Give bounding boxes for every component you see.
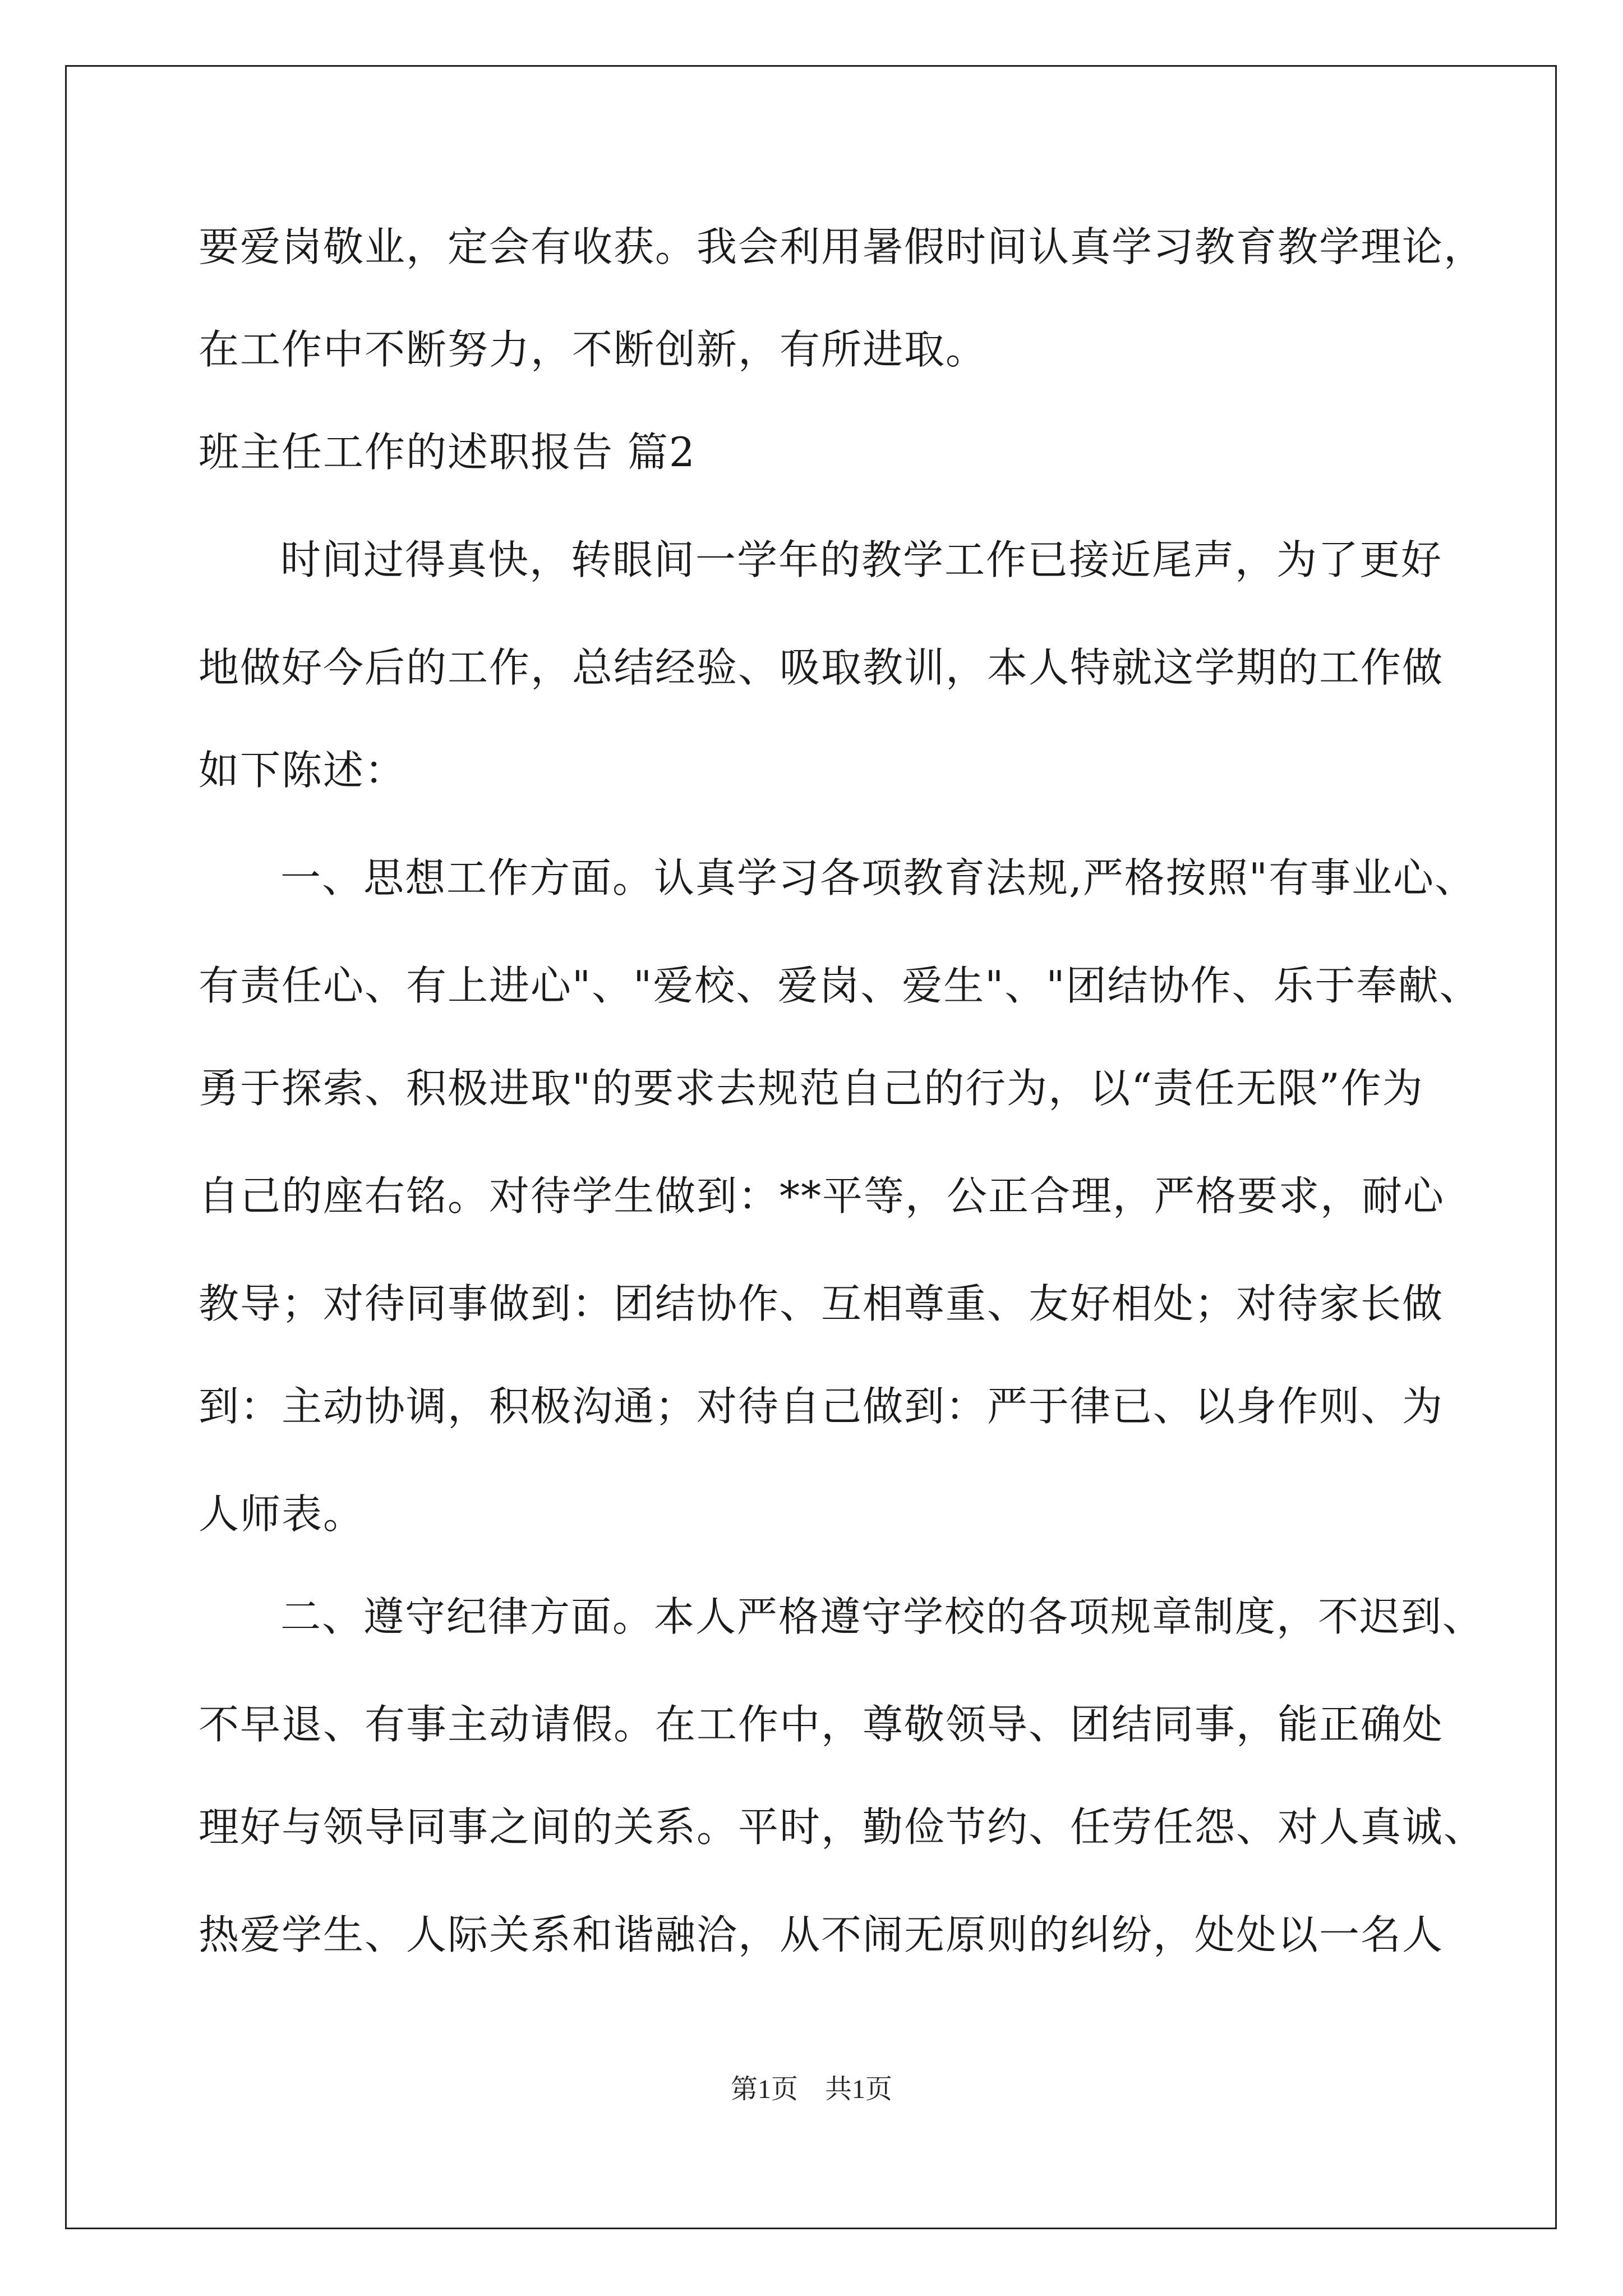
body-line: 热爱学生、人际关系和谐融洽，从不闹无原则的纠纷，处处以一名人	[199, 1911, 1444, 1958]
body-line: 有责任心、有上进心"、"爱校、爱岗、爱生"、"团结协作、乐于奉献、	[199, 962, 1481, 1009]
body-line: 教导；对待同事做到：团结协作、互相尊重、友好相处；对待家长做	[199, 1280, 1444, 1327]
paragraph-first-line: 时间过得真快，转眼间一学年的教学工作已接近尾声，为了更好	[280, 536, 1443, 583]
paragraph-first-line: 二、遵守纪律方面。本人严格遵守学校的各项规章制度，不迟到、	[280, 1593, 1484, 1640]
body-line: 勇于探索、积极进取"的要求去规范自己的行为，以“责任无限”作为	[199, 1065, 1424, 1112]
body-line: 自己的座右铭。对待学生做到：**平等，公正合理，严格要求，耐心	[199, 1172, 1445, 1220]
page-total: 共1页	[825, 2074, 893, 2104]
body-line: 地做好今后的工作，总结经验、吸取教训，本人特就这学期的工作做	[199, 644, 1444, 691]
paragraph-first-line: 一、思想工作方面。认真学习各项教育法规,严格按照"有事业心、	[280, 854, 1477, 901]
body-line: 在工作中不断努力，不断创新，有所进取。	[199, 326, 988, 373]
page-footer	[0, 2073, 1623, 2106]
body-line: 人师表。	[199, 1490, 365, 1538]
body-line: 如下陈述：	[199, 747, 407, 794]
page-border	[65, 65, 1557, 2229]
body-line: 到：主动协调，积极沟通；对待自己做到：严于律已、以身作则、为	[199, 1383, 1444, 1430]
body-line: 不早退、有事主动请假。在工作中，尊敬领导、团结同事，能正确处	[199, 1701, 1444, 1748]
body-line: 要爱岗敬业，定会有收获。我会利用暑假时间认真学习教育教学理论，	[199, 223, 1486, 270]
body-line: 理好与领导同事之间的关系。平时，勤俭节约、任劳任怨、对人真诚、	[199, 1803, 1486, 1851]
section-heading: 班主任工作的述职报告 篇2	[199, 429, 696, 476]
page-number: 第1页	[730, 2074, 798, 2104]
